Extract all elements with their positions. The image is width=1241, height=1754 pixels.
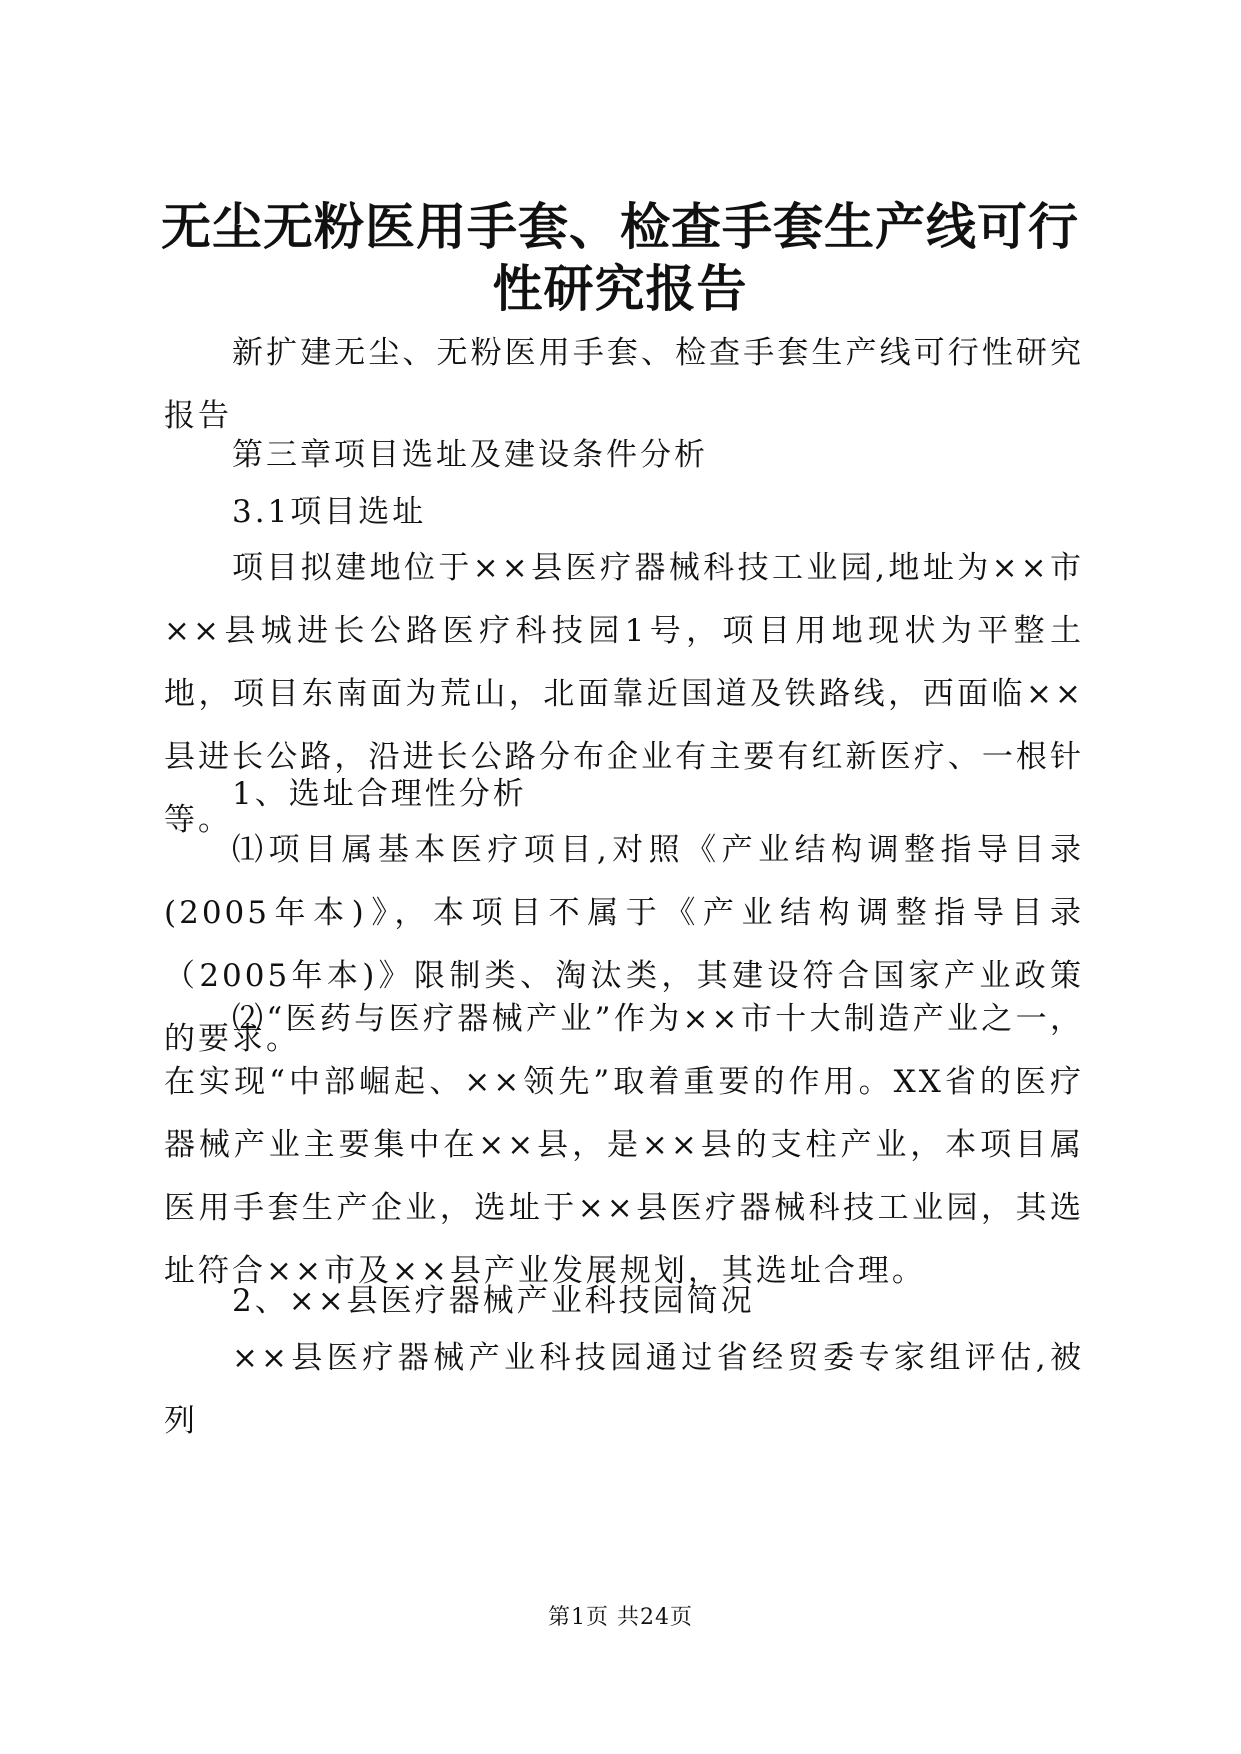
footer-middle: 页 共 [586, 1605, 640, 1630]
footer-total-pages: 24 [640, 1605, 670, 1630]
paragraph-subtitle: 新扩建无尘、无粉医用手套、检查手套生产线可行性研究报告 [164, 335, 1084, 434]
paragraph-policy-compliance: ⑴项目属基本医疗项目,对照《产业结构调整指导目录(2005年本)》，本项目不属于《产业结构调整指导目录（2005年本)》限制类、淘汰类，其建设符合国家产业政策的要求。 [164, 832, 1084, 1057]
paragraph-site-location: 项目拟建地位于××县医疗器械科技工业园,地址为××市××县城进长公路医疗科技园1号，项目用地现状为平整土地，项目东南面为荒山，北面靠近国道及铁路线，西面临××县进长公路，沿进长公路分布企业有主要有红新医疗、一根针等。 [164, 550, 1084, 838]
document-title: 无尘无粉医用手套、检查手套生产线可行性研究报告 [161, 197, 1079, 318]
paragraph-park-overview: ××县医疗器械产业科技园通过省经贸委专家组评估,被列 [164, 1340, 1084, 1439]
subsection-heading-park: 2、××县医疗器械产业科技园简况 [232, 1283, 755, 1319]
chapter-heading: 第三章项目选址及建设条件分析 [232, 437, 708, 473]
subsection-heading-rationale: 1、选址合理性分析 [232, 776, 527, 812]
paragraph-industry-planning: ⑵“医药与医疗器械产业”作为××市十大制造产业之一，在实现“中部崛起、××领先”取着重要的作用。XX省的医疗器械产业主要集中在××县，是××县的支柱产业，本项目属医用手套生产企业，选址于××县医疗器械科技工业园，其选址符合××市及××县产业发展规划，其选址合理。 [164, 1001, 1084, 1289]
page-footer [0, 1600, 1241, 1631]
footer-suffix: 页 [670, 1605, 694, 1630]
footer-prefix: 第 [547, 1605, 571, 1630]
section-heading: 3.1项目选址 [232, 494, 427, 530]
footer-page-number: 1 [571, 1605, 586, 1630]
